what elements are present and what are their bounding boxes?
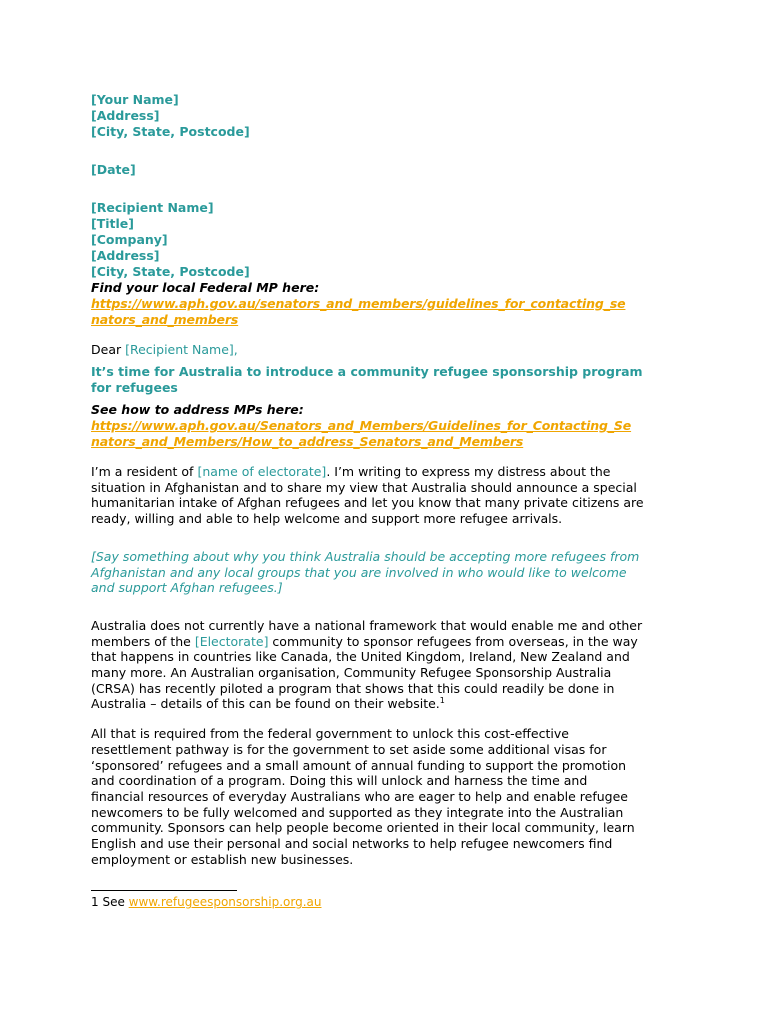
recipient-address: [Address]	[91, 248, 160, 263]
sender-address: [Address]	[91, 108, 160, 123]
text: humanitarian intake of Afghan refugees and let you know that many private citizens are	[91, 495, 644, 511]
text: English and use their personal and social networks to help refugee newcomers find	[91, 836, 613, 852]
footnote-link[interactable]: www.refugeesponsorship.org.au	[128, 895, 322, 910]
text: newcomers to be fully welcomed and supported as they integrate into the Australian	[91, 804, 624, 820]
text: I’m a resident of	[91, 464, 198, 479]
salutation-recipient: [Recipient Name],	[125, 342, 238, 357]
subject-line-2: for refugees	[91, 380, 178, 395]
sender-name: [Your Name]	[91, 92, 179, 107]
text: ready, willing and able to help welcome and support more refugee arrivals.	[91, 511, 563, 527]
text: Australia does not currently have a national framework that would enable me and other	[91, 617, 643, 633]
sender-city: [City, State, Postcode]	[91, 124, 250, 139]
address-mps-note	[91, 402, 681, 450]
text: All that is required from the federal government to unlock this cost-effective	[91, 726, 569, 742]
text: and support Afghan refugees.]	[91, 580, 283, 596]
find-mp-label: Find your local Federal MP here:	[91, 280, 320, 295]
find-mp-link[interactable]: https://www.aph.gov.au/senators_and_members/guidelines_for_contacting_se	[91, 296, 626, 311]
text: that happens in countries like Canada, the United Kingdom, Ireland, New Zealand and	[91, 649, 630, 665]
text: resettlement pathway is for the government to set aside some additional visas for	[91, 741, 607, 757]
footnote-reference[interactable]: 1	[439, 696, 445, 706]
paragraph-placeholder-instructions	[91, 549, 681, 596]
text: [Say something about why you think Australia should be accepting more refugees from	[91, 548, 640, 564]
recipient-block	[91, 200, 681, 280]
text: community to sponsor refugees from overseas, in the way	[268, 633, 638, 649]
paragraph-government	[91, 726, 681, 867]
subject-line-1: It’s time for Australia to introduce a community refugee sponsorship program	[91, 364, 643, 379]
text: financial resources of everyday Australians who are eager to help and enable refugee	[91, 788, 628, 804]
letter-date: [Date]	[91, 162, 136, 177]
sender-block	[91, 92, 681, 140]
salutation-prefix: Dear	[91, 342, 126, 357]
find-mp-link-cont[interactable]: nators_and_members	[91, 312, 239, 327]
text: community. Sponsors can help people become oriented in their local community, learn	[91, 820, 635, 836]
electorate-placeholder: [name of electorate]	[197, 464, 327, 479]
subject-heading	[91, 364, 681, 396]
recipient-title: [Title]	[91, 216, 134, 231]
text: and coordination of a program. Doing this will unlock and harness the time and	[91, 773, 588, 789]
address-mps-link[interactable]: https://www.aph.gov.au/Senators_and_Members/Guidelines_for_Contacting_Se	[91, 418, 632, 433]
recipient-name: [Recipient Name]	[91, 200, 214, 215]
address-mps-label: See how to address MPs here:	[91, 402, 304, 417]
text: ‘sponsored’ refugees and a small amount of annual funding to support the promotion	[91, 757, 627, 773]
text: (CRSA) has recently piloted a program that shows that this could readily be done in	[91, 680, 615, 696]
text: Afghanistan and any local groups that you are involved in who would like to welcome	[91, 564, 627, 580]
footnote-divider	[91, 890, 237, 891]
salutation	[91, 342, 681, 358]
electorate-placeholder: [Electorate]	[194, 633, 269, 649]
text: situation in Afghanistan and to share my view that Australia should announce a special	[91, 479, 637, 495]
text: members of the	[91, 633, 195, 649]
address-mps-link-cont[interactable]: nators_and_Members/How_to_address_Senators_and_Members	[91, 434, 524, 449]
paragraph-resident	[91, 464, 681, 527]
text: . I’m writing to express my distress about the	[326, 464, 611, 479]
find-mp-note	[91, 280, 681, 328]
recipient-company: [Company]	[91, 232, 168, 247]
text: many more. An Australian organisation, Community Refugee Sponsorship Australia	[91, 665, 612, 681]
paragraph-framework	[91, 618, 681, 712]
letter-page	[91, 92, 681, 910]
text: Australia – details of this can be found on their website.	[91, 696, 440, 712]
footnote	[91, 895, 681, 910]
recipient-city: [City, State, Postcode]	[91, 264, 250, 279]
text: employment or establish new businesses.	[91, 851, 354, 867]
footnote-prefix: 1 See	[91, 895, 129, 910]
